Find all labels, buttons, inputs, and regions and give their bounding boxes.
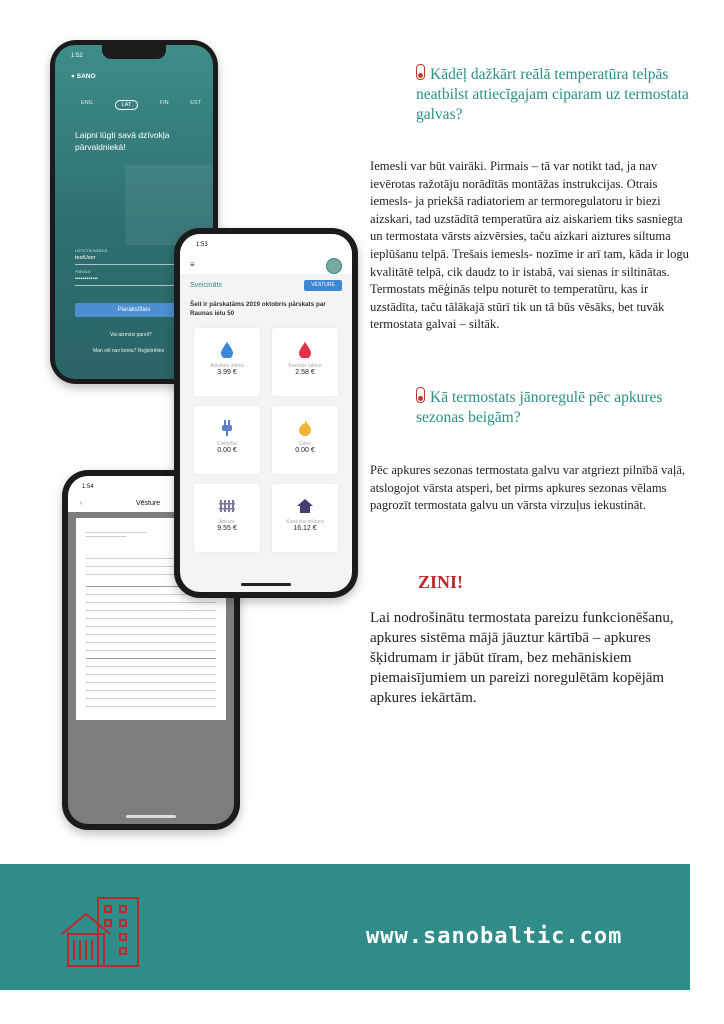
language-switcher [81, 100, 201, 110]
username-input[interactable]: testUser [75, 255, 96, 261]
register-link[interactable]: Man vēl nav konta? Reģistrēties [93, 348, 165, 354]
status-time: 1:52 [71, 53, 83, 59]
history-title: Vēsture [136, 500, 161, 507]
card-heating[interactable]: Apkure 9.55 € [194, 484, 260, 552]
footer-band [0, 864, 690, 990]
zini-title: ZINI! [418, 572, 464, 592]
card-cold-water[interactable]: Aukstais ūdens 3.99 € [194, 328, 260, 396]
status-time: 1:54 [82, 484, 94, 490]
cold-water-drop-icon [221, 342, 233, 358]
paragraph-reasons: Iemesli var būt vairāki. Pirmais – tā var notikt tad, ja nav ievērotas ražotāju norādītās montāžas instrukcijas. Otrais iemesls- ja priekšā radiatoriem ar termoregulatoru ir biezi aizskari, tad uzstādītā temperatūra aiz aiskariem tiks sasniegta un termostata vārsts aizvērsies, taču aizkari aiztures siltuma ieplūšanu telpā. Trešais iemesls- nozīme ir arī tam, kāda ir logu kvalitātē telpā, cik daudz to ir istabā, vai sienas ir siltinātas. Termostats mēģinās telpu noturēt to temperatūru, kas ir uzstādīta, taču tālākajā stūrī tik un tā būs vēsāks, bet tuvāk termostata galvai – siltāk. [370, 159, 689, 332]
question-heading-2: Kā termostats jānoregulē pēc apkures sezonas beigām? [416, 389, 663, 426]
card-gas[interactable]: Gāze 0.00 € [272, 406, 338, 474]
avatar[interactable] [326, 258, 342, 274]
lang-eng[interactable]: ENG [81, 100, 93, 106]
building-logo-icon [60, 894, 150, 970]
welcome-text: Laipni lūgti savā dzīvokļa pārvaldniekā! [75, 130, 170, 152]
radiator-icon [219, 498, 235, 514]
drop-icon: ● [71, 73, 75, 80]
house-icon [297, 498, 313, 514]
paragraph-season-end: Pēc apkures sezonas termostata galvu var atgriezt pilnībā vaļā, atslogojot vārsta atsperi, bet pirms apkures sezonas vēlams pagrozīt termostata galvu un vārsta virzuļus iekustināt. [370, 463, 686, 513]
lang-fin[interactable]: FIN [159, 100, 169, 106]
website-url[interactable]: www.sanobaltic.com [366, 924, 623, 949]
hot-water-drop-icon [299, 342, 311, 358]
lang-est[interactable]: EST [190, 100, 201, 106]
menu-icon[interactable]: ≡ [190, 260, 195, 269]
password-label: PAROLE [75, 269, 91, 274]
history-button[interactable]: VĒSTURE [304, 280, 342, 291]
thermometer-icon [416, 64, 425, 80]
status-time: 1:53 [196, 242, 208, 248]
question-heading-1: Kādēļ dažkārt reālā temperatūra telpās neatbilst attiecīgajam ciparam uz termostata galvas? [416, 66, 689, 123]
username-label: LIETOTĀJVĀRDS [75, 248, 108, 253]
forgot-password-link[interactable]: Vai aizmirsi paroli? [110, 332, 152, 338]
back-chevron-icon[interactable]: ‹ [80, 500, 83, 507]
brand-logo: ● SANO [71, 73, 96, 80]
phone-dashboard [174, 228, 358, 598]
gas-flame-icon [299, 420, 311, 436]
card-monthly-total[interactable]: Kopā par mēnesi 16.12 € [272, 484, 338, 552]
zini-paragraph: Lai nodrošinātu termostata pareizu funkcionēšanu, apkures sistēma mājā jāuztur kārtībā – apkures šķidrumam ir jābūt tīram, bez mehāniskiem piemaisījumiem un pareizi noregulētām kopējām apkures iekārtām. [370, 610, 674, 706]
lang-lat[interactable]: LAT [115, 100, 139, 110]
card-electricity[interactable]: Elektrība 0.00 € [194, 406, 260, 474]
electric-plug-icon [221, 420, 233, 436]
dashboard-screen [180, 234, 352, 592]
login-button[interactable]: Pierakstīties [75, 303, 193, 317]
report-summary: Šeit ir pārskatāms 2019 oktobris pārskats par Raunas ielu 50 [190, 301, 326, 317]
card-hot-water[interactable]: Karstais ūdens 2.58 € [272, 328, 338, 396]
greeting: Sveicināts [190, 282, 222, 289]
thermometer-icon [416, 387, 425, 403]
password-input[interactable]: •••••••••••• [75, 276, 99, 282]
